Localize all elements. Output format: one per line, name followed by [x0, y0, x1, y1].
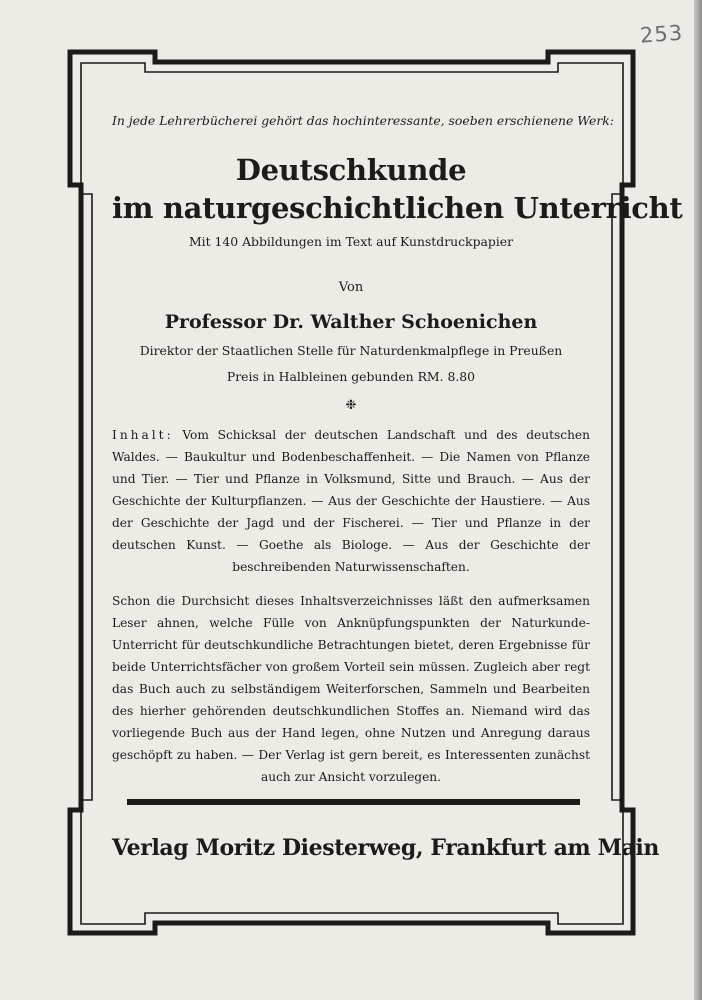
author-name: Professor Dr. Walther Schoenichen — [164, 311, 538, 333]
horizontal-divider — [127, 799, 580, 805]
handwritten-page-number: 253 — [639, 20, 684, 48]
ornament-icon: ❉ — [345, 398, 357, 413]
book-subtitle: Mit 140 Abbildungen im Text auf Kunstdruckpapier — [188, 234, 514, 249]
author-position: Direktor der Staatlichen Stelle für Naturdenkmalpflege in Preußen — [139, 343, 563, 358]
contents-text: Vom Schicksal der deutschen Landschaft und des deutschen Waldes. — Baukultur und Bodenbeschaffenheit. — Die Namen von Pflanze und Tier. — Tier und Pflanze in Volksmund, Sitte und Brauch. — Aus der Geschichte der Kulturpflanzen. — Aus der Geschichte der Haustiere. — Aus der Geschichte der Jagd und der Fischerei. — Tier und Pflanze in der deutschen Kunst. — Goethe als Biologe. — Aus der Geschichte der beschreibenden Naturwissenschaften. — [112, 428, 590, 574]
book-title — [112, 151, 683, 227]
table-of-contents — [112, 424, 590, 578]
book-title-line-1: Deutschkunde — [235, 153, 467, 187]
price-line: Preis in Halbleinen gebunden RM. 8.80 — [226, 369, 476, 384]
book-title-line-2: im naturgeschichtlichen Unterricht — [112, 191, 683, 225]
contents-label: Inhalt: — [112, 428, 174, 442]
publisher-line: Verlag Moritz Diesterweg, Frankfurt am Main — [112, 835, 659, 861]
advertisement-body — [112, 112, 683, 788]
intro-line: In jede Lehrerbücherei gehört das hochinteressante, soeben erschienene Werk: — [112, 113, 614, 128]
promo-paragraph: Schon die Durchsicht dieses Inhaltsverzeichnisses läßt den aufmerksamen Leser ahnen, welche Fülle von Anknüpfungspunkten der Naturkunde-Unterricht für deutschkundliche Betrachtungen bietet, deren Ergebnisse für beide Unterrichtsfächer von großem Vorteil sein müssen. Zugleich aber regt das Buch auch zu selbständigem Weiterforschen, Sammeln und Bearbeiten des hierher gehörenden deutschkundlichen Stoffes an. Niemand wird das vorliegende Buch aus der Hand legen, ohne Nutzen und Anregung daraus geschöpft zu haben. — Der Verlag ist gern bereit, es Interessenten zunächst auch zur Ansicht vorzulegen. — [112, 594, 590, 784]
by-label: Von — [338, 280, 364, 295]
page-edge-shadow — [694, 0, 702, 1000]
